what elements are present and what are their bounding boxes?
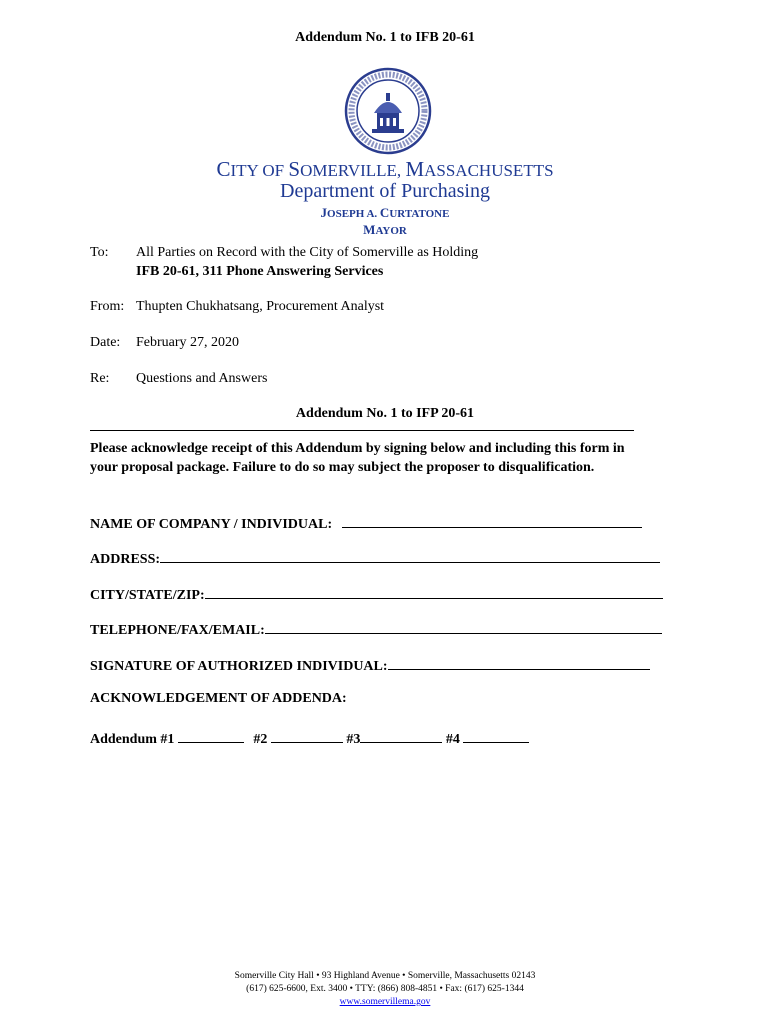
city-state-zip-label: CITY/STATE/ZIP: bbox=[90, 588, 205, 603]
mayor-name-part: C bbox=[379, 205, 390, 220]
website-link[interactable]: www.somervillema.gov bbox=[339, 997, 431, 1007]
to-line-2: IFB 20-61, 311 Phone Answering Services bbox=[136, 264, 384, 279]
department-name: Department of Purchasing bbox=[280, 180, 490, 202]
addenda-acknowledgement-row bbox=[90, 728, 529, 748]
company-name-blank[interactable] bbox=[342, 513, 642, 528]
divider-line bbox=[90, 430, 634, 431]
notice-line-1: Please acknowledge receipt of this Addendum by signing below and including this form in bbox=[90, 441, 625, 456]
phone-fax-email-label: TELEPHONE/FAX/EMAIL: bbox=[90, 623, 265, 638]
mayor-name bbox=[0, 205, 770, 221]
addendum-3-blank[interactable] bbox=[360, 728, 442, 743]
address-field bbox=[90, 548, 660, 568]
signature-blank[interactable] bbox=[388, 655, 650, 670]
to-line-1: All Parties on Record with the City of Somerville as Holding bbox=[136, 245, 479, 260]
date-value: February 27, 2020 bbox=[136, 335, 240, 350]
footer-link-wrapper bbox=[0, 997, 770, 1007]
city-name bbox=[0, 157, 770, 182]
city-name-part: OMERVILLE, bbox=[300, 161, 406, 180]
addendum-subtitle: Addendum No. 1 to IFP 20-61 bbox=[295, 406, 475, 421]
city-seal-logo bbox=[344, 67, 432, 155]
from-label: From: bbox=[90, 299, 125, 314]
notice-line-2: your proposal package. Failure to do so may subject the proposer to disqualification. bbox=[90, 460, 595, 475]
addendum-4-label: #4 bbox=[445, 732, 460, 747]
mayor-name-part: OSEPH A. bbox=[327, 208, 380, 220]
addendum-1-label: Addendum #1 bbox=[90, 732, 175, 747]
city-name-part: ASSACHUSETTS bbox=[424, 161, 554, 180]
company-name-field bbox=[90, 513, 642, 533]
date-label: Date: bbox=[90, 335, 121, 350]
document-title: Addendum No. 1 to IFB 20-61 bbox=[295, 30, 475, 45]
city-name-part: M bbox=[405, 157, 425, 181]
signature-label: SIGNATURE OF AUTHORIZED INDIVIDUAL: bbox=[90, 659, 388, 674]
mayor-title bbox=[0, 222, 770, 238]
to-label: To: bbox=[90, 245, 109, 260]
phone-fax-email-field bbox=[90, 619, 662, 639]
mayor-name-part: URTATONE bbox=[389, 208, 450, 220]
re-label: Re: bbox=[90, 371, 110, 386]
mayor-name-part: J bbox=[320, 205, 328, 220]
city-name-part: C bbox=[216, 157, 231, 181]
address-blank[interactable] bbox=[160, 548, 660, 563]
city-state-zip-blank[interactable] bbox=[205, 584, 663, 599]
footer-contact: (617) 625-6600, Ext. 3400 • TTY: (866) 808-4851 • Fax: (617) 625-1344 bbox=[246, 984, 524, 994]
addendum-2-blank[interactable] bbox=[271, 728, 343, 743]
addendum-3-label: #3 bbox=[346, 732, 361, 747]
addendum-4-blank[interactable] bbox=[463, 728, 529, 743]
addendum-1-blank[interactable] bbox=[178, 728, 244, 743]
footer-address: Somerville City Hall • 93 Highland Avenue • Somerville, Massachusetts 02143 bbox=[234, 971, 536, 981]
city-name-part: S bbox=[288, 157, 301, 181]
company-name-label: NAME OF COMPANY / INDIVIDUAL: bbox=[90, 517, 333, 532]
city-state-zip-field bbox=[90, 584, 663, 604]
address-label: ADDRESS: bbox=[90, 552, 161, 567]
from-value: Thupten Chukhatsang, Procurement Analyst bbox=[136, 299, 385, 314]
phone-fax-email-blank[interactable] bbox=[265, 619, 662, 634]
mayor-title-part: M bbox=[363, 222, 376, 237]
acknowledgement-heading: ACKNOWLEDGEMENT OF ADDENDA: bbox=[90, 691, 347, 706]
city-name-part: ITY OF bbox=[230, 161, 289, 180]
addendum-2-label: #2 bbox=[253, 732, 268, 747]
mayor-title-part: AYOR bbox=[375, 225, 407, 237]
signature-field bbox=[90, 655, 650, 675]
re-value: Questions and Answers bbox=[136, 371, 268, 386]
